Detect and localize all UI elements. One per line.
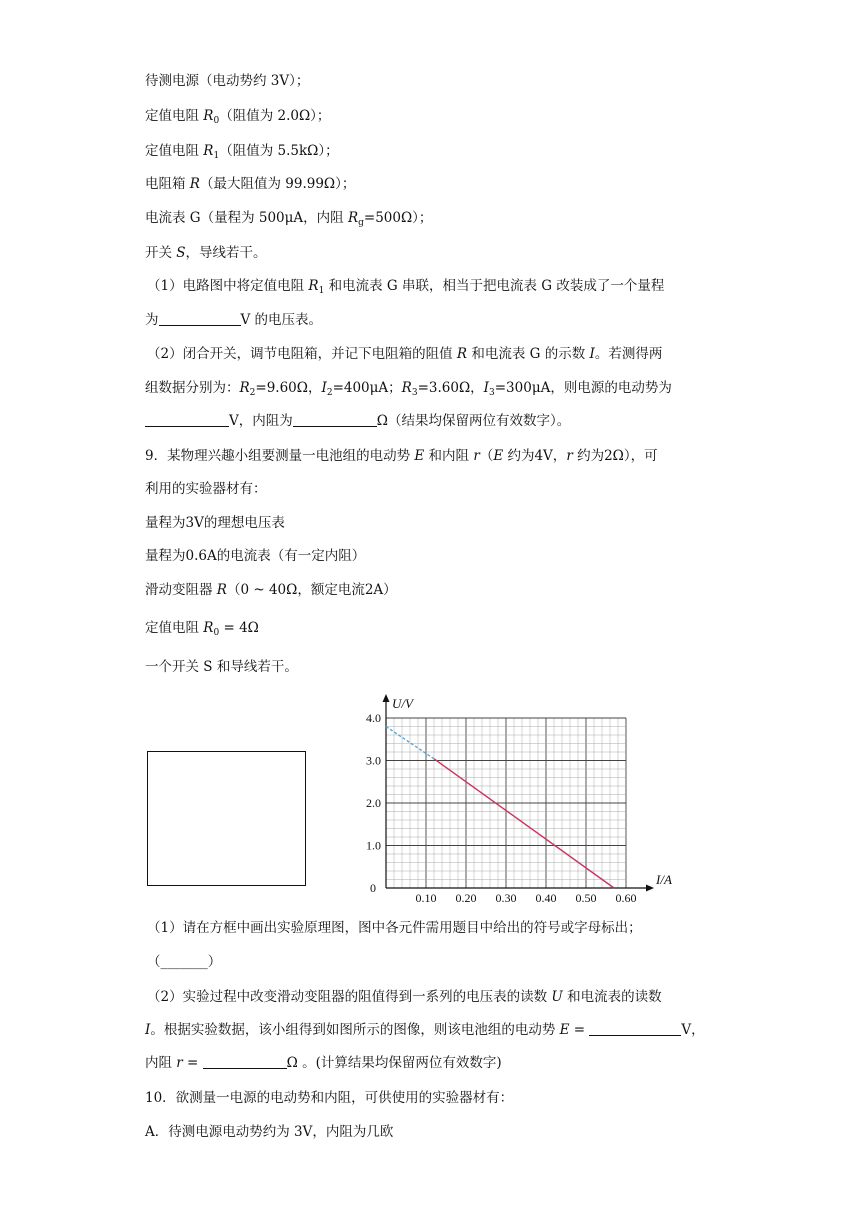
x-tick-label: 0.40 bbox=[535, 891, 557, 905]
text-line: 内阻 r = Ω 。(计算结果均保留两位有效数字) bbox=[145, 1055, 502, 1071]
text-line: 定值电阻 $R_1$（阻值为 5.5kΩ）； bbox=[145, 143, 339, 161]
u-i-graph bbox=[350, 690, 680, 905]
answer-blank[interactable] bbox=[589, 1021, 681, 1036]
x-tick-label: 0.10 bbox=[415, 891, 437, 905]
x-tick-label: 0.30 bbox=[495, 891, 517, 905]
material-item: 滑动变阻器 R（0 ~ 40Ω，额定电流2A） bbox=[145, 582, 397, 598]
material-item: 一个开关 S 和导线若干。 bbox=[145, 659, 298, 675]
question-part: （2）闭合开关，调节电阻箱，并记下电阻箱的阻值 R 和电流表 G 的示数 I。若测得两 bbox=[147, 346, 663, 362]
x-tick-label: 0.50 bbox=[575, 891, 597, 905]
y-tick-label: 1.0 bbox=[366, 838, 381, 853]
text-line: 组数据分别为：$R_2=9.60\Omega$，$I_2=400\mu A$；$R_3=3.60\Omega$，$I_3=300\mu A$，则电源的电动势为 bbox=[145, 380, 672, 398]
y-tick-label: 2.0 bbox=[366, 796, 381, 810]
graph-series bbox=[386, 727, 614, 889]
material-item: 定值电阻 $R_0 = 4\Omega$ bbox=[145, 620, 259, 638]
origin-label: 0 bbox=[370, 881, 376, 895]
y-tick-label: 4.0 bbox=[366, 711, 381, 725]
answer-blank[interactable] bbox=[293, 412, 377, 427]
answer-blank-line[interactable]: （_______） bbox=[147, 954, 222, 970]
answer-blank[interactable] bbox=[145, 412, 229, 427]
circuit-drawing-box[interactable] bbox=[147, 751, 306, 886]
text-line: 待测电源（电动势约 3V）； bbox=[145, 73, 310, 89]
x-axis-label: I/A bbox=[656, 872, 672, 887]
text-line: 为 V 的电压表。 bbox=[145, 312, 323, 328]
text-line: 电阻箱 R（最大阻值为 99.99Ω）； bbox=[145, 176, 356, 192]
text-line: V，内阻为 Ω（结果均保留两位有效数字）。 bbox=[145, 411, 570, 431]
text-line: 电流表 G（量程为 500μA，内阻 $R_g=500\Omega$）； bbox=[145, 210, 433, 228]
x-tick-label: 0.60 bbox=[615, 891, 637, 905]
data-line bbox=[434, 759, 614, 888]
answer-blank[interactable] bbox=[159, 311, 241, 326]
question-10-title: 10．欲测量一电源的电动势和内阻，可供使用的实验器材有： bbox=[145, 1090, 514, 1106]
question-9-title: 9．某物理兴趣小组要测量一电池组的电动势 E 和内阻 r（E 约为4V，r 约为2Ω），可 bbox=[145, 448, 658, 464]
text-line: 开关 S，导线若干。 bbox=[145, 245, 267, 261]
y-axis-label: U/V bbox=[392, 696, 413, 711]
text-line: 定值电阻 $R_0$（阻值为 2.0Ω）； bbox=[145, 108, 331, 126]
material-item: 量程为3V的理想电压表 bbox=[145, 515, 285, 531]
text-line: 利用的实验器材有： bbox=[145, 481, 267, 497]
x-tick-label: 0.20 bbox=[455, 891, 477, 905]
question-part: （2）实验过程中改变滑动变阻器的阻值得到一系列的电压表的读数 U 和电流表的读数 bbox=[147, 989, 662, 1005]
y-tick-label: 3.0 bbox=[366, 753, 381, 768]
y-axis-arrow bbox=[383, 694, 390, 702]
material-item: 量程为0.6A的电流表（有一定内阻） bbox=[145, 548, 366, 564]
question-part: （1）电路图中将定值电阻 $R_1$ 和电流表 G 串联，相当于把电流表 G 改装成了一个量程 bbox=[147, 278, 665, 296]
answer-blank[interactable] bbox=[203, 1054, 287, 1069]
text-line: I。根据实验数据，该小组得到如图所示的图像，则该电池组的电动势 E = V， bbox=[145, 1022, 705, 1038]
option-a: A．待测电源电动势约为 3V，内阻为几欧 bbox=[145, 1124, 394, 1140]
x-axis-arrow bbox=[646, 885, 654, 892]
graph-grid bbox=[386, 718, 626, 888]
graph-axes bbox=[383, 694, 655, 892]
question-part: （1）请在方框中画出实验原理图，图中各元件需用题目中给出的符号或字母标出； bbox=[147, 920, 642, 936]
